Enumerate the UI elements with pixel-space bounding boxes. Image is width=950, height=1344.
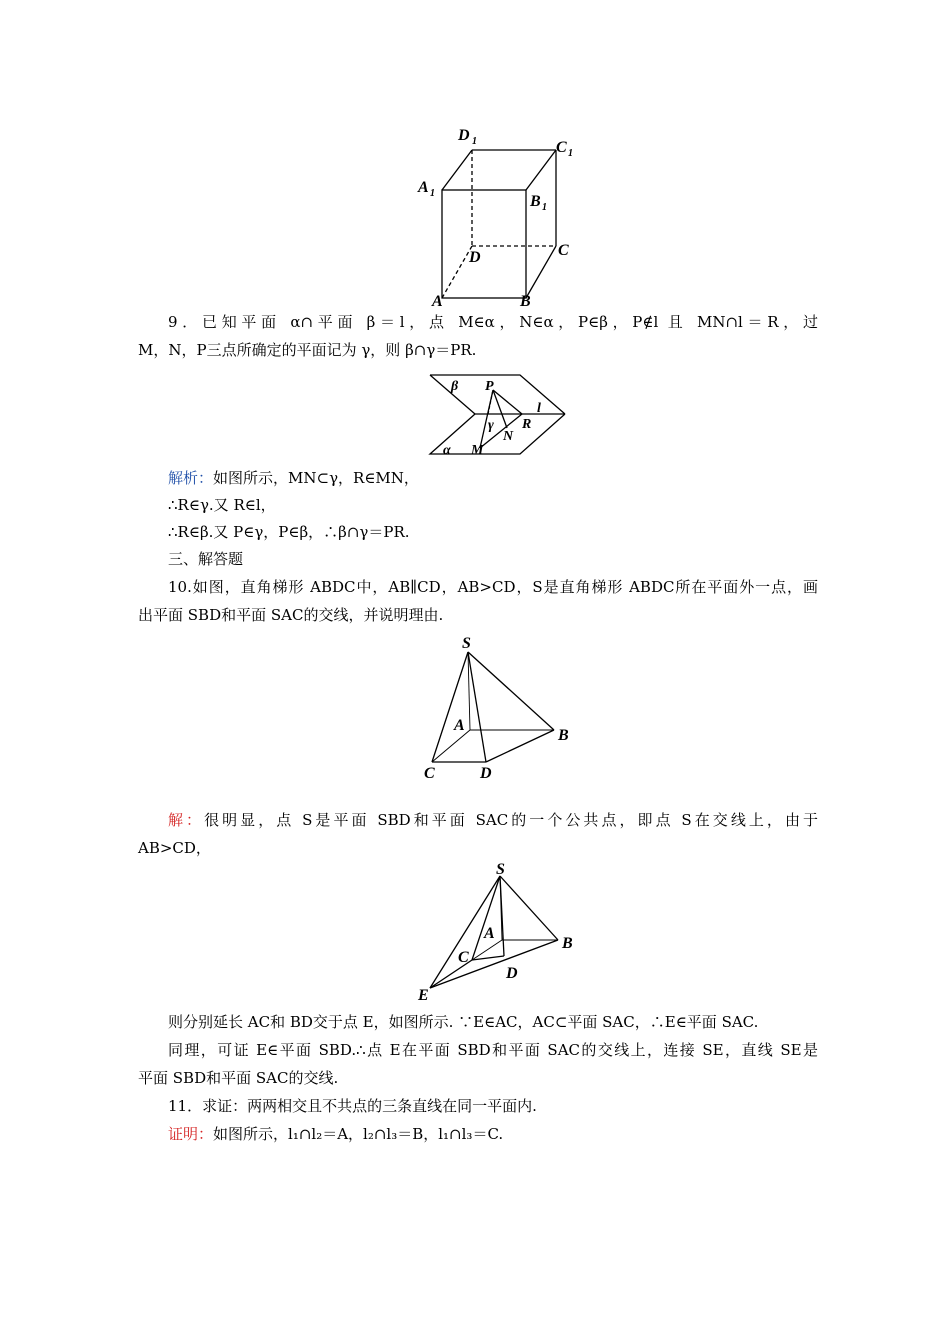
label-a: A (484, 925, 495, 942)
q10-solution-line-4: 同理，可证 E∈平面 SBD.∴点 E在平面 SBD和平面 SAC的交线上，连接 SE，直线 SE是 (168, 1041, 818, 1059)
q9-solution-line-2: ∴R∈γ.又 R∈l， (168, 496, 276, 514)
label-d: D (469, 249, 481, 266)
label-n: N (503, 429, 514, 444)
label-s: S (462, 635, 471, 652)
label-l: l (537, 401, 541, 416)
label-p: P (485, 379, 494, 394)
q10-solution-line-5: 平面 SBD和平面 SAC的交线. (138, 1069, 339, 1087)
solution-tag: 解： (168, 811, 205, 829)
pyramid-extended-figure (410, 860, 585, 1005)
label-e: E (418, 987, 429, 1004)
q10-line-2: 出平面 SBD和平面 SAC的交线，并说明理由. (138, 606, 444, 624)
label-s: S (496, 861, 505, 878)
label-a: A (432, 293, 443, 310)
label-beta: β (451, 379, 459, 394)
q9-solution-line-1: 解析：如图所示，MN⊂γ，R∈MN， (168, 469, 419, 487)
q10-solution-line-2: AB>CD， (138, 839, 211, 857)
q9-solution-line-3: ∴R∈β.又 P∈γ，P∈β，∴β∩γ＝PR. (168, 523, 410, 541)
pyramid-figure (420, 630, 580, 780)
label-a: A (454, 717, 465, 734)
label-c: C (558, 242, 569, 259)
solution-tag: 解析： (168, 469, 214, 487)
q11-line-1: 11．求证：两两相交且不共点的三条直线在同一平面内. (168, 1097, 537, 1115)
q9-line-2: M，N，P三点所确定的平面记为 γ，则 β∩γ＝PR. (138, 341, 477, 359)
label-gamma: γ (488, 418, 494, 433)
label-c: C (424, 765, 435, 780)
label-d1: D (458, 127, 470, 144)
svg-text:1: 1 (542, 202, 547, 213)
label-b: B (562, 935, 573, 952)
label-b: B (520, 293, 531, 310)
label-alpha: α (443, 443, 451, 458)
svg-text:1: 1 (472, 136, 477, 147)
q10-line-1: 10.如图，直角梯形 ABDC中，AB∥CD，AB>CD，S是直角梯形 ABDC所在平面外一点，画 (168, 578, 818, 596)
q11-line-2: 证明：如图所示，l₁∩l₂＝A，l₂∩l₃＝B，l₁∩l₃＝C. (168, 1125, 504, 1143)
label-a1: A (418, 179, 429, 196)
svg-text:1: 1 (430, 188, 435, 199)
label-d: D (506, 965, 518, 982)
label-r: R (522, 417, 532, 432)
proof-tag: 证明： (168, 1125, 214, 1143)
svg-text:1: 1 (568, 148, 573, 159)
q10-solution-line-3: 则分别延长 AC和 BD交于点 E，如图所示. ∵E∈AC，AC⊂平面 SAC，∴E∈平面 SAC. (168, 1013, 759, 1031)
label-b: B (558, 727, 569, 744)
section-heading: 三、解答题 (168, 550, 244, 568)
cube-figure (410, 118, 590, 310)
label-c: C (458, 949, 469, 966)
q9-line-1: 9．已知平面 α∩平面 β＝l，点 M∈α，N∈α，P∈β，P∉l 且 MN∩l＝R，过 (168, 313, 818, 331)
label-d: D (480, 765, 492, 780)
label-m: M (471, 443, 484, 458)
planes-figure (425, 370, 575, 462)
q10-solution-line-1: 解：很明显，点 S是平面 SBD和平面 SAC的一个公共点，即点 S在交线上，由于 (168, 811, 818, 829)
label-b1: B (530, 193, 541, 210)
label-c1: C (556, 139, 567, 156)
